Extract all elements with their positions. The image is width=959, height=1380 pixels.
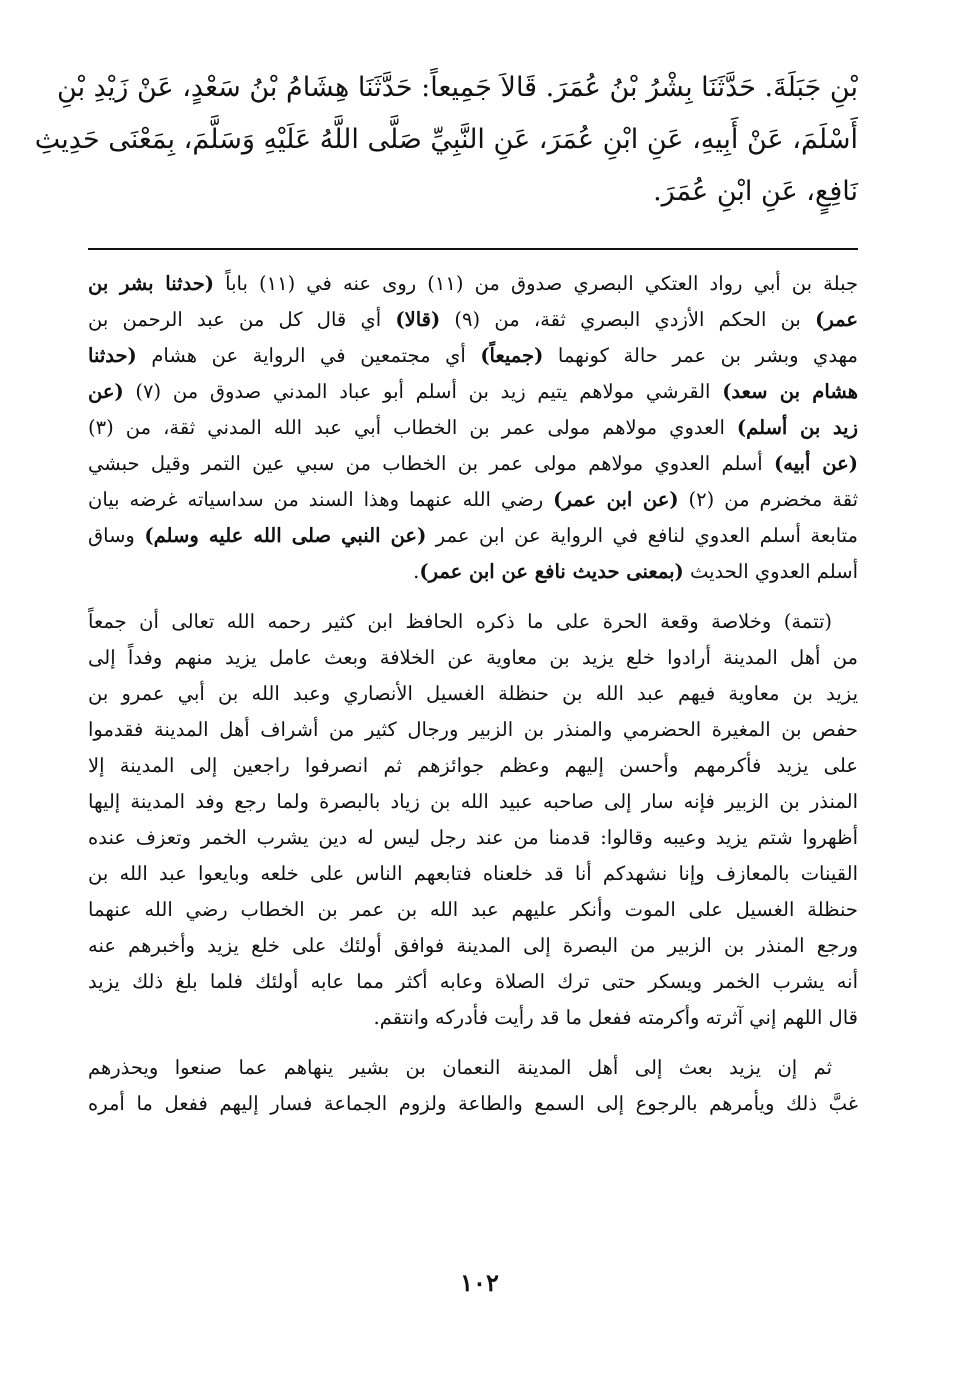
explanation-text: مهدي وبشر بن عمر حالة كونهما [543, 344, 858, 367]
commentary-line [88, 518, 858, 554]
commentary-line: حفص بن المغيرة الحضرمي والمنذر بن الزبير ورجال كثير من أشراف أهل المدينة فقدموا [88, 718, 858, 741]
quoted-text: (جميعاً) [480, 344, 544, 367]
explanation-text: متابعة أسلم العدوي لنافع في الرواية عن ابن عمر [426, 524, 858, 547]
commentary [88, 266, 858, 1122]
commentary-line [88, 482, 858, 518]
commentary-line: قال اللهم إني آثرته وأكرمته ففعل ما قد رأيت فأدركه وانتقم. [373, 1006, 858, 1029]
commentary-line: ورجع المنذر بن الزبير من البصرة إلى المدينة فوافق أولئك على خلع يزيد وأخبرهم عنه [88, 934, 858, 957]
explanation-text: . [413, 560, 420, 583]
quoted-text: زيد بن أسلم) [736, 416, 858, 439]
quoted-text: هشام بن سعد) [722, 380, 858, 403]
commentary-line: أظهروا شتم يزيد وعيبه وقالوا: قدمنا من عند رجل ليس له دين يشرب الخمر وتعزف عنده [88, 826, 858, 849]
commentary-paragraph-continuation [88, 1050, 858, 1122]
explanation-text: القرشي مولاهم يتيم زيد بن أسلم أبو عباد المدني صدوق من (٧) [123, 380, 723, 403]
commentary-line: ثم إن يزيد بعث إلى أهل المدينة النعمان بن بشير ينهاهم عما صنعوا ويحذرهم [88, 1056, 832, 1079]
commentary-line [88, 374, 858, 410]
quoted-text: (بمعنى حديث نافع عن ابن عمر) [419, 560, 684, 583]
quoted-text: عمر) [815, 308, 858, 331]
explanation-text: وساق [88, 524, 145, 547]
hadith-line: نَافِعٍ، عَنِ ابْنِ عُمَرَ. [653, 176, 858, 207]
commentary-line: حنظلة الغسيل على الموت وأنكر عليهم عبد الله بن عمر بن الخطاب رضي الله عنهما [88, 898, 858, 921]
footnote-divider [88, 248, 858, 250]
quoted-text: (عن النبي صلى الله عليه وسلم) [144, 524, 427, 547]
explanation-text: أي مجتمعين في الرواية عن هشام [136, 344, 481, 367]
commentary-paragraph-chain [88, 266, 858, 590]
commentary-line: على يزيد فأكرمهم وأحسن إليهم وعظم جوائزهم ثم انصرفوا راجعين إلى المدينة إلا [88, 754, 858, 777]
explanation-text: أسلم العدوي الحديث [683, 560, 858, 583]
commentary-line: المنذر بن الزبير فإنه سار إلى صاحبه عبيد الله بن زياد بالبصرة ولما رجع وفد المدينة إليها [88, 790, 858, 813]
explanation-text: بن الحكم الأزدي البصري ثقة، من (٩) [440, 308, 816, 331]
explanation-text: أسلم العدوي مولاهم مولى عمر بن الخطاب من سبي عين التمر وقيل حبشي [88, 452, 774, 475]
commentary-line [88, 266, 858, 302]
explanation-text: رضي الله عنهما وهذا السند من سداسياته غرضه بيان [88, 488, 554, 511]
commentary-line: القينات بالمعازف وإنا نشهدكم أنا قد خلعناه فتابعهم الناس على خلعه وبايعوا عبد الله بن [88, 862, 858, 885]
commentary-line [88, 338, 858, 374]
hadith-line: أَسْلَمَ، عَنْ أَبِيهِ، عَنِ ابْنِ عُمَرَ، عَنِ النَّبِيِّ صَلَّى اللَّهُ عَلَيْهِ وَسَلَّمَ، بِمَعْنَى حَدِيثِ [34, 124, 858, 155]
commentary-line [88, 446, 858, 482]
quoted-text: (قالا) [395, 308, 441, 331]
commentary-line: غبَّ ذلك ويأمرهم بالرجوع إلى السمع والطاعة ولزوم الجماعة فسار إليهم ففعل ما أمره [88, 1092, 858, 1115]
commentary-line: (تتمة) وخلاصة وقعة الحرة على ما ذكره الحافظ ابن كثير رحمه الله تعالى أن جمعاً [88, 610, 832, 633]
quoted-text: (عن [88, 380, 124, 403]
commentary-line: يزيد بن معاوية فيهم عبد الله بن حنظلة الغسيل الأنصاري وعبد الله بن أبي عمرو بن [88, 682, 858, 705]
page-number: ١٠٢ [460, 1268, 499, 1297]
explanation-text: ثقة مخضرم من (٢) [678, 488, 858, 511]
commentary-paragraph-summary [88, 604, 858, 1036]
page-content [34, 62, 858, 1136]
commentary-line [88, 554, 858, 590]
quoted-text: (حدثنا [88, 344, 137, 367]
hadith-line: بْنِ جَبَلَةَ. حَدَّثَنَا بِشْرُ بْنُ عُمَرَ. قَالاَ جَمِيعاً: حَدَّثَنَا هِشَامُ بْنُ سَعْدٍ، عَنْ زَيْدِ بْنِ [57, 72, 858, 103]
quoted-text: (عن ابن عمر) [553, 488, 679, 511]
commentary-line: من أهل المدينة أرادوا خلع يزيد بن معاوية عن الخلافة وبعث عامل يزيد منهم وفداً إلى [88, 646, 858, 669]
explanation-text: جبلة بن أبي رواد العتكي البصري صدوق من (١١) روى عنه في (١١) باباً [214, 272, 858, 295]
quoted-text: (عن أبيه) [773, 452, 858, 475]
explanation-text: أي قال كل من عبد الرحمن بن [88, 308, 396, 331]
hadith-text [34, 62, 858, 218]
commentary-line [88, 410, 858, 446]
commentary-line [88, 302, 858, 338]
quoted-text: (حدثنا بشر بن [88, 272, 215, 295]
commentary-line: أنه يشرب الخمر ويسكر حتى ترك الصلاة وعابه أكثر مما عابه أولئك فلما بلغ ذلك يزيد [88, 970, 858, 993]
explanation-text: العدوي مولاهم مولى عمر بن الخطاب أبي عبد الله المدني ثقة، من (٣) [88, 416, 737, 439]
